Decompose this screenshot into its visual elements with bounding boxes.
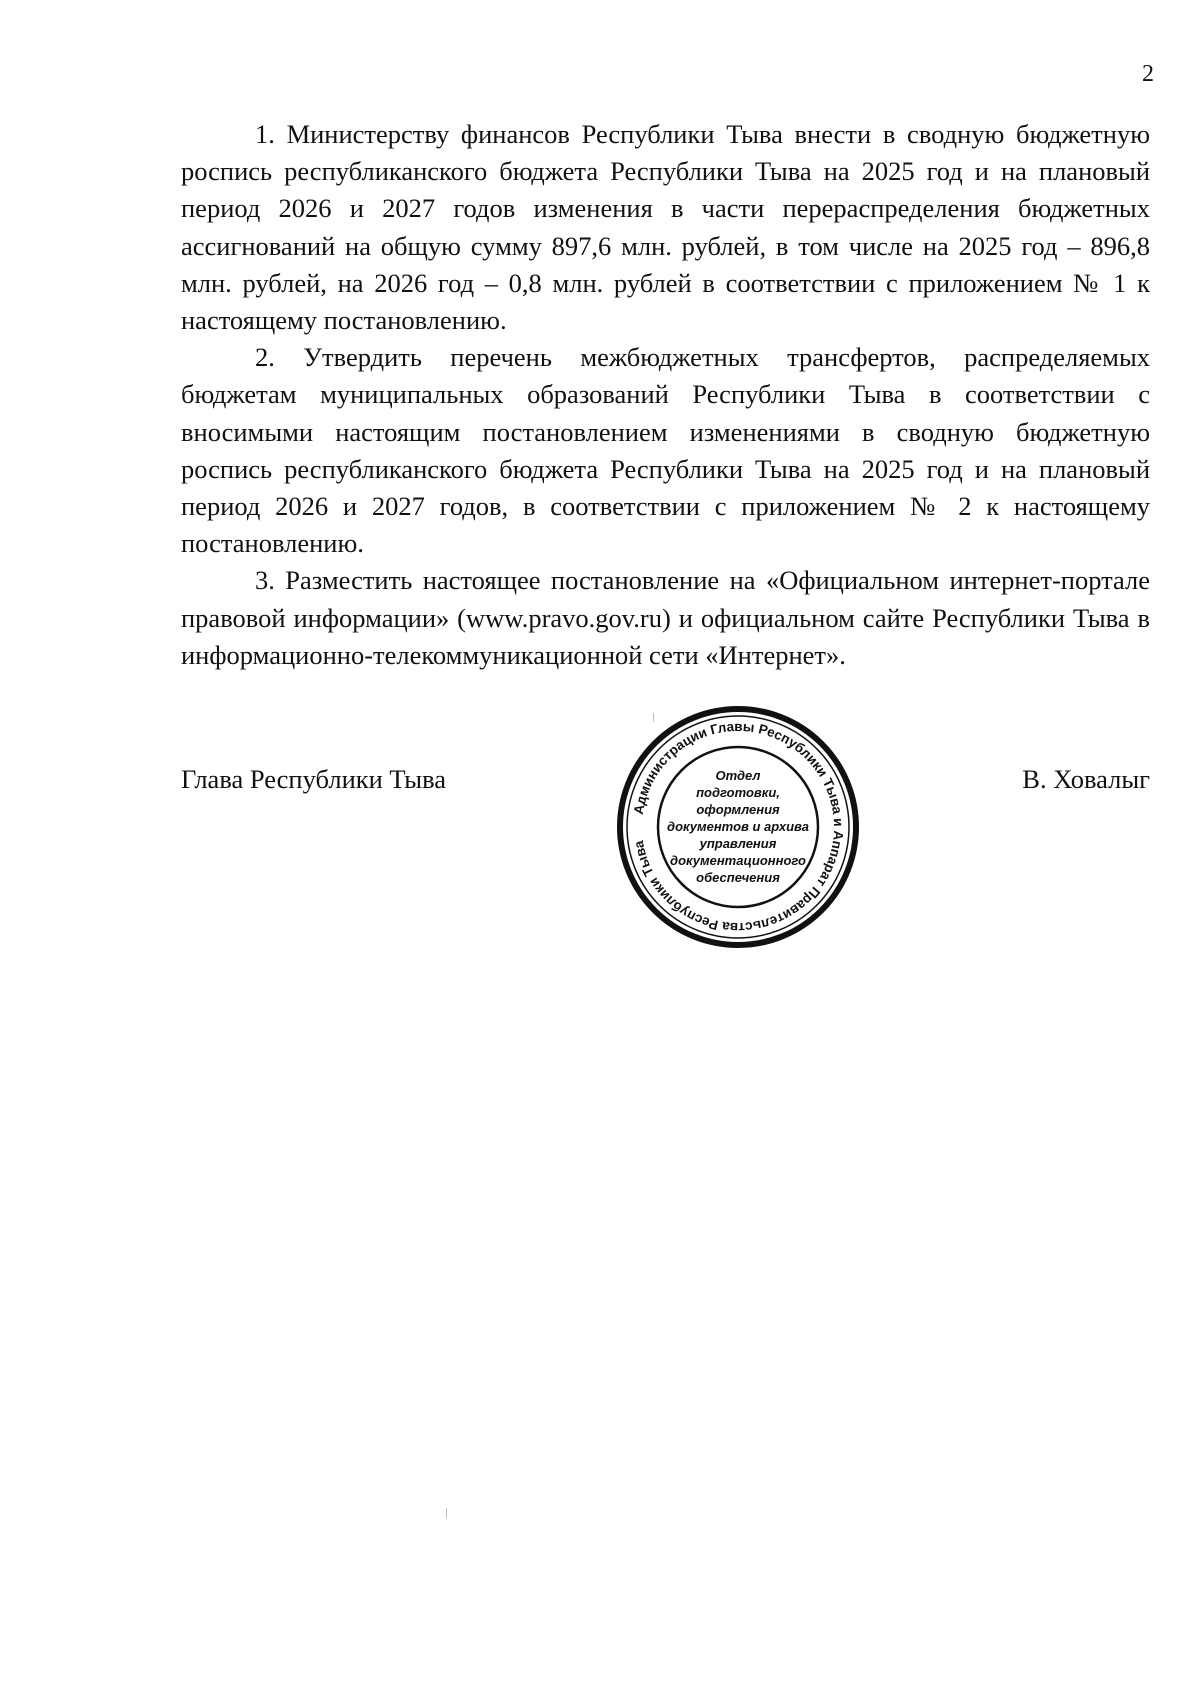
paragraph-1: 1. Министерству финансов Республики Тыва внести в сводную бюджетную роспись республиканского бюджета Республики Тыва на 2025 год и на плановый период 2026 и 2027 годов изменения в части перераспределения бюджетных ассигнований на общую сумму 897,6 млн. рублей, в том числе на 2025 год – 896,8 млн. рублей, на 2026 год – 0,8 млн. рублей в соответствии с приложением № 1 к настоящему постановлению. [181, 119, 1150, 336]
scan-artifact-mark [653, 713, 654, 722]
official-seal-stamp [614, 703, 862, 951]
seal-center-line-3: оформления [696, 802, 780, 817]
signatory-position: Глава Республики Тыва [181, 764, 447, 794]
document-body [181, 116, 1150, 674]
paragraph-3: 3. Разместить настоящее постановление на «Официальном интернет-портале правовой информации» (www.pravo.gov.ru) и официальном сайте Республики Тыва в информационно-телекоммуникационной сети «Интернет». [181, 565, 1150, 670]
seal-center-line-4: документов и архива [667, 819, 809, 834]
seal-center-line-2: подготовки, [696, 785, 780, 800]
seal-center-text [667, 768, 809, 885]
signatory-name: В. Ховалыг [1022, 764, 1150, 794]
seal-center-line-6: документационного [670, 853, 806, 868]
seal-center-line-1: Отдел [715, 768, 761, 783]
seal-graphic [614, 703, 862, 951]
scan-artifact-mark [446, 1508, 447, 1518]
seal-center-line-7: обеспечения [696, 870, 780, 885]
paragraph-2: 2. Утвердить перечень межбюджетных трансфертов, распределяемых бюджетам муниципальных образований Республики Тыва в соответствии с вносимыми настоящим постановлением изменениями в сводную бюджетную роспись республиканского бюджета Республики Тыва на 2025 год и на плановый период 2026 и 2027 годов, в соответствии с приложением № 2 к настоящему постановлению. [181, 342, 1150, 559]
seal-center-line-5: управления [699, 836, 777, 851]
page-number: 2 [1142, 61, 1154, 87]
seal-ring-textpath: Администрации Главы Республики Тыва и Аппарат Правительства Республики Тыва [630, 718, 847, 936]
